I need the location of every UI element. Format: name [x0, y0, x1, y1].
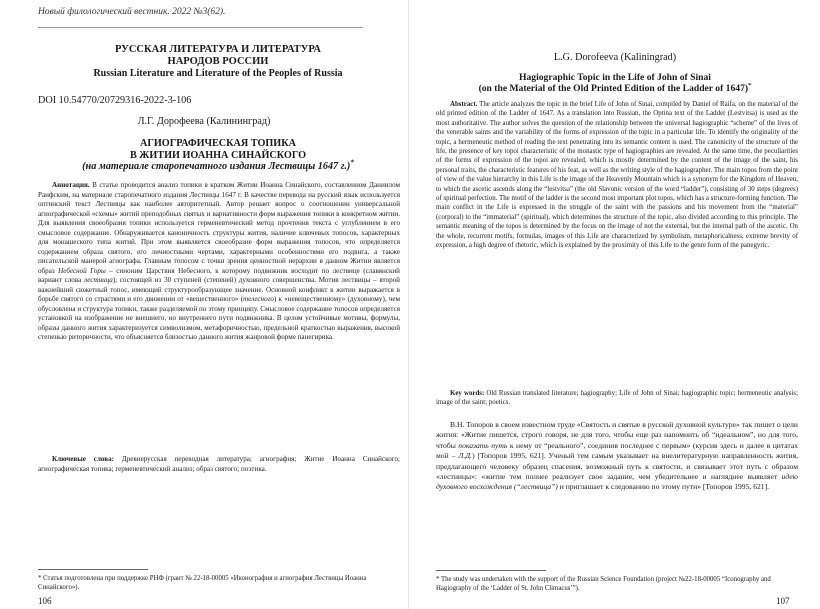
page-number-right: 107 — [776, 596, 790, 606]
article-title-en — [436, 72, 794, 94]
abstract-ru-italic-1: Небесной Горы — [58, 266, 106, 275]
title-ru-subtitle-text: (на материале старопечатного издания Лествицы 1647 г.) — [82, 161, 351, 172]
abstract-ru-text-2: – синоним Царствия Небесного, к которому подвижник восходит по лествице (славянский вариант слова — [38, 266, 400, 284]
body-paragraph — [436, 420, 798, 493]
keywords-ru-label: Ключевые слова: — [52, 455, 115, 463]
abstract-ru-text-3: ), состоящей из 30 ступеней (степеней) духовного совершенства. Мотив лествицы – второй важнейший сюжетный топос, имеющий структурообразующее значение. Основной конфликт в житии выражается в борьбе святого со страстями и его движении от «вещественного» ( — [38, 276, 400, 303]
doi: DOI 10.54770/20729316-2022-3-106 — [38, 95, 192, 106]
body-italic-3: идею духовного восхождения (“лествица”) — [436, 472, 798, 492]
abstract-ru-italic-2: лестница — [84, 276, 113, 284]
footnote-rule-right — [436, 570, 546, 571]
title-ru-line-1: АГИОГРАФИЧЕСКАЯ ТОПИКА — [140, 138, 296, 149]
title-en-line-2-wrap — [436, 83, 794, 94]
abstract-ru-italic-3: телесного — [242, 295, 274, 303]
body-text-1: В.Н. Топоров в своем известном труде «Святость и святые в русской духовной культуре» так пишет о цели жития: «Житие пишется, строго говоря, не для того, чтобы еще раз напомнить об “идеальном”, но для того, чтобы — [436, 420, 798, 450]
page-spread-divider — [408, 0, 409, 609]
section-title-ru-line-2: НАРОДОВ РОССИИ — [167, 56, 269, 67]
title-ru-footnote-mark: * — [350, 158, 354, 167]
abstract-en-label: Abstract. — [450, 101, 478, 108]
keywords-ru-text: Древнерусская переводная литература; агиография; Житие Иоанна Синайского; агиографическая топика; герменевтический анализ; образ святого; поэтика. — [38, 455, 401, 473]
body-text-4: и приглашает к следованию по этому пути» [Топоров 1995, 621]. — [557, 482, 770, 492]
footnote-en: * The study was undertaken with the support of the Russian Science Foundation (project №22-18-00005 “Iconography and Hagiography of the ‘Ladder of St. John Climacus’”). — [436, 576, 771, 592]
abstract-ru — [38, 181, 400, 343]
title-en-footnote-mark: * — [748, 81, 752, 89]
keywords-ru — [38, 455, 400, 474]
author-ru: Л.Г. Дорофеева (Калининград) — [137, 116, 271, 127]
footnote-rule-left — [38, 569, 148, 570]
page-number-left: 106 — [38, 596, 52, 606]
abstract-ru-label: Аннотация. — [52, 181, 90, 189]
abstract-ru-text-4: ) к «невещественному» (духовному), чем обусловлена и структура топики, также разделяемой по этому принципу. Смысловое содержание топосов определяется установкой на изображение не внешнего, но внутреннего пути подвижника. В целом устойчивые мотивы, формулы, образы данного жития характеризуется символизмом, метафоричностью, предельной краткостью выражения, высокой степенью риторичности, что объясняется близостью данного жития жанровой форме панегирика. — [38, 295, 400, 341]
author-en: L.G. Dorofeeva (Kaliningrad) — [553, 52, 677, 63]
keywords-en-label: Key words: — [450, 390, 485, 397]
title-en-line-1: Hagiographic Topic in the Life of John of Sinai — [519, 72, 711, 83]
section-title-en: Russian Literature and Literature of the Peoples of Russia — [93, 68, 343, 79]
keywords-en — [436, 389, 798, 408]
abstract-en-text: The article analyzes the topic in the brief Life of John of Sinai, compiled by Daniel of Raifa, on the material of the old printed edition of the Ladder of 1647. As a translation into Russian, the Optina text of the Ladder (Lestvitsa) is used as the most authoritative. The author solves the question of the relationship between the universal hagiographic “scheme” of the lives of the venerable saints and the variability of the forms of expression of the topic in a particular life. To identify the originality of the topic, a hermeneutic method of reading the text penetrating into its semantic content is used. The canonicity of the structure of the life, the presence of key topoi characteristic of the monastic type of hagiographies are revealed. At the same time, the peculiarities of the forms of expression of the topoi are revealed, which is mostly determined by the content of the image of the saint, his personal traits, the characteristic features of his feat, as well as the writing style of the hagiographer. The main topos from the point of view of the value hierarchy in this Life is the image of the Heavenly Mountain which is a synonym for the Kingdom of Heaven, to which the ascetic ascends along the “lestvitsa” (the old Slavonic version of the word “ladder”), consisting of 30 steps (degrees) of spiritual perfection. The motif of the ladder is the second most important plot topos, which has a structure-forming function. The main conflict in the Life is expressed in the struggle of the saint with the passions and his movement from the “material” (corporal) to the “immaterial” (spiritual), which determines the structure of the topic, also divided according to this principle. The semantic meaning of the topos is determined by the focus on the image of not the external, but the internal path of the ascetic. On the whole, recurrent motifs, formulas, images of this Life are characterized by symbolism, metaphoricalness, extreme brevity of expression, a high degree of rhetoric, which is explained by the proximity of this Life to the genre form of the panegyric. — [436, 101, 798, 250]
title-ru-line-2: В ЖИТИИ ИОАННА СИНАЙСКОГО — [129, 149, 307, 161]
keywords-en-text: Old Russian translated literature; hagiography; Life of John of Sinai; hagiographic topic; hermeneutic analysis; image of the saint; poetics. — [436, 390, 798, 407]
section-title — [38, 44, 398, 80]
journal-header: Новый филологический вестник. 2022 №3(62). — [38, 7, 226, 17]
body-italic-1: показать путь — [458, 440, 508, 450]
body-text-2: к нему от “реального”, соединив последнее с первым» (курсив здесь и далее в цитатах мой – — [436, 440, 798, 461]
abstract-ru-text-1: В статье проводится анализ топики в кратком Житии Иоанна Синайского, составленном Даниилом Раифским, на материале старопечатного издания Лествицы 1647 г. В качестве перевода на русский язык используется оптинский текст Лествицы как наиболее авторитетный. Автор решает вопрос о соотношении универсальной агиографической «схемы» житий преподобных святых и вариативности форм выражения топики в конкретном житии. Для выявления своеобразия топики используется герменевтический метод прочтения текста с углублением в его смысловое содержание. Обнаруживается каноничность структуры жития, наличие ключевых топосов, характерных для монашеского типа житий. При этом выявляется своеобразие форм выражения топосов, что определяется содержанием образа святого, его личностными чертами, характерными особенностями его подвига, а также писательской манерой агиографа. Главным топосом с точки зрения ценностной иерархии в данном Житии является образ — [38, 181, 400, 275]
footnote-ru: * Статья подготовлена при поддержке РНФ (грант № 22-18-00005 «Иконография и агиография Лествицы Иоанна Синайского»). — [38, 575, 367, 591]
body-italic-2: Л.Д. — [458, 451, 473, 461]
body-text-3: ) [Топоров 1995, 621]. Ученый тем самым указывает на внелитературную направленность жития, предлагающего человеку образец спасения, возможный путь к святости, и связывает этот путь с образом «лестницы»: «житие тем полнее реализует свое задание, чем убедительнее и нагляднее выявляет — [436, 451, 798, 482]
header-rule — [38, 27, 363, 28]
title-en-line-2: (on the Material of the Old Printed Edition of the Ladder of 1647) — [478, 83, 749, 94]
article-title-ru — [38, 138, 398, 173]
title-ru-subtitle — [38, 158, 398, 173]
abstract-en — [436, 100, 798, 251]
section-title-ru-line-1: РУССКАЯ ЛИТЕРАТУРА И ЛИТЕРАТУРА — [114, 44, 322, 55]
